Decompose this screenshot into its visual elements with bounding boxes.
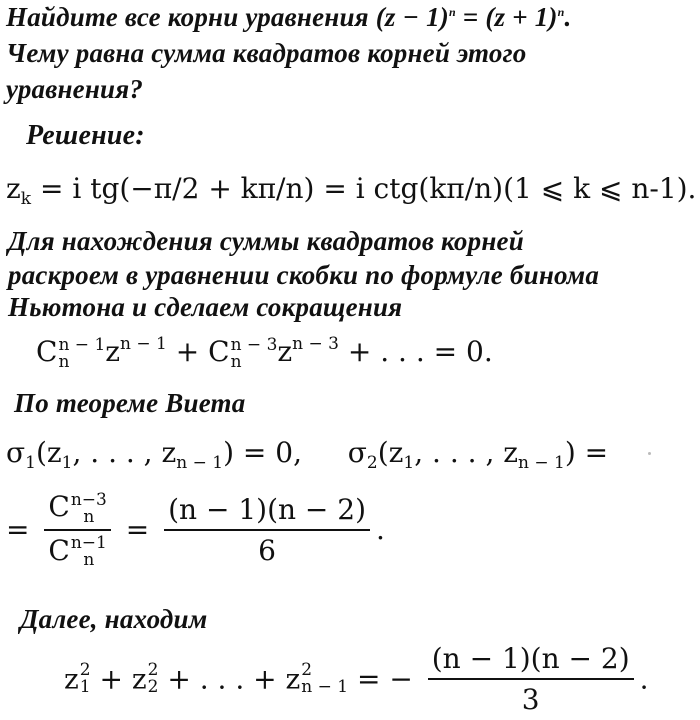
math-superscript: n − 3 [292, 334, 339, 354]
math-subscript: n [230, 351, 242, 372]
problem-line-2: Чему равна сумма квадратов корней этого [6, 38, 527, 68]
math-subscript: n − 1 [176, 453, 224, 473]
final-fraction [428, 642, 634, 716]
math-expression: (z [35, 436, 62, 469]
math-expression: + . . . = 0. [338, 335, 493, 368]
exponent: n [448, 5, 456, 19]
math-superscript: 2 [79, 660, 91, 680]
math-symbol: σ [6, 436, 26, 469]
problem-text: Найдите все корни уравнения (z − 1) [6, 2, 449, 32]
math-operator: = [125, 513, 150, 546]
binomial-fraction [44, 490, 110, 569]
math-superscript: n−3 [70, 489, 107, 510]
math-subscript: 1 [25, 453, 36, 473]
math-symbol: C [208, 335, 230, 368]
math-symbol: z [131, 662, 147, 696]
math-operator: + [166, 335, 209, 368]
vieta-formula [6, 436, 608, 473]
math-symbol: C [48, 533, 70, 567]
fraction-numerator: (n − 1)(n − 2) [164, 493, 370, 531]
problem-line-1 [6, 2, 571, 33]
punctuation: . [564, 2, 572, 32]
punctuation: . [376, 513, 385, 546]
text-line-3: Ньютона и сделаем сокращения [8, 292, 403, 322]
sum-of-squares-formula [64, 642, 649, 716]
text-line-2: раскроем в уравнении скобки по формуле бинома [8, 260, 600, 290]
math-symbol: C [36, 335, 58, 368]
fraction-formula [6, 490, 385, 569]
math-subscript: 1 [403, 453, 415, 473]
math-operator: = [6, 513, 30, 546]
math-subscript: 2 [366, 453, 378, 473]
math-expression: + . . . + [158, 662, 286, 696]
math-superscript: n − 1 [120, 334, 167, 354]
math-subscript: n [83, 506, 95, 527]
math-superscript: n−1 [70, 533, 107, 553]
exponent: n [557, 5, 565, 19]
fraction-denominator: 6 [258, 533, 276, 567]
math-superscript: 2 [301, 660, 313, 680]
math-subscript: n [83, 550, 95, 570]
math-symbol: z [105, 335, 121, 368]
math-subscript: n − 1 [518, 453, 565, 473]
math-expression: ) = [564, 436, 609, 469]
math-subscript: n [58, 351, 70, 372]
math-expression: = i tg(−π/2 + kπ/n) = i ctg(kπ/n)(1 ⩽ k ⩽ n-1). [39, 172, 697, 205]
punctuation: . [639, 662, 649, 696]
solution-heading: Решение: [26, 120, 145, 151]
math-symbol: C [48, 490, 70, 523]
math-superscript: 2 [147, 660, 159, 680]
roots-formula [6, 172, 696, 209]
math-symbol: σ [347, 436, 367, 469]
math-symbol: z [277, 335, 293, 368]
result-fraction [164, 493, 370, 567]
math-expression: (z [377, 436, 404, 469]
binomial-expansion [36, 334, 493, 371]
math-symbol: z [285, 662, 301, 696]
fraction-denominator: 3 [521, 683, 540, 716]
math-superscript: n − 3 [230, 334, 278, 355]
further-heading: Далее, находим [20, 604, 208, 634]
math-subscript: k [20, 189, 32, 209]
problem-text: = (z + 1) [455, 2, 558, 32]
math-symbol: z [6, 172, 21, 205]
math-expression: ) = 0, [223, 436, 302, 469]
math-subscript: 1 [79, 677, 91, 697]
math-operator: = − [348, 662, 413, 696]
math-subscript: n − 1 [301, 677, 349, 697]
problem-line-3: уравнения? [6, 74, 144, 104]
math-expression: , . . . , z [72, 436, 177, 469]
math-expression: , . . . , z [414, 436, 519, 469]
math-superscript: n − 1 [58, 334, 106, 355]
scan-artifact [648, 452, 651, 455]
vieta-heading: По теореме Виета [14, 388, 246, 418]
text-line-1: Для нахождения суммы квадратов корней [8, 226, 524, 256]
math-subscript: 1 [61, 453, 73, 473]
math-operator: + [90, 662, 132, 696]
math-subscript: 2 [147, 677, 159, 697]
math-symbol: z [64, 662, 79, 696]
fraction-numerator: (n − 1)(n − 2) [428, 642, 634, 680]
